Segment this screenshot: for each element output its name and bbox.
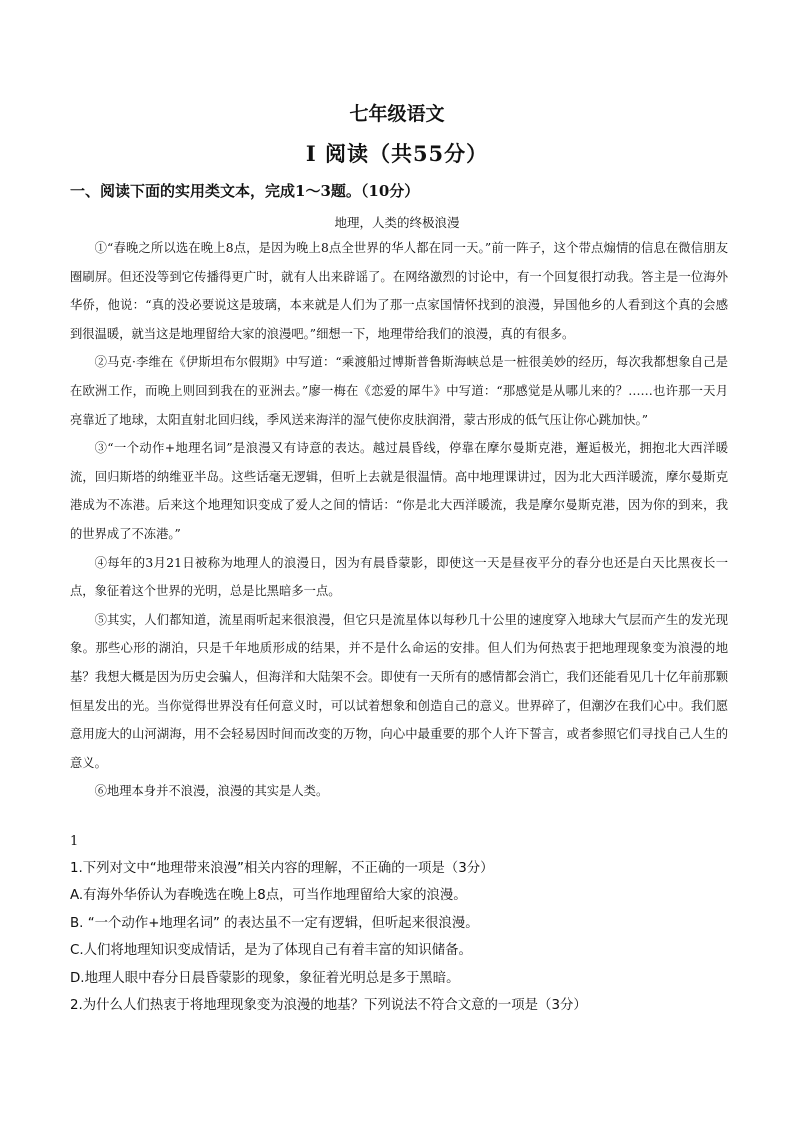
article-paragraph: ①“春晚之所以选在晚上8点，是因为晚上8点全世界的华人都在同一天。”前一阵子，这个带点煽情的信息在微信朋友圈刷屏。但还没等到它传播得更广时，就有人出来辟谣了。在网络激烈的讨论中，有一个回复很打动我。答主是一位海外华侨，他说：“真的没必要说这是玻璃，本来就是人们为了那一点家国情怀找到的浪漫，异国他乡的人看到这个真的会感到很温暖，就当这是地理留给大家的浪漫吧。”细想一下，地理带给我们的浪漫，真的有很多。 — [70, 241, 728, 341]
article-paragraph: ⑤其实，人们都知道，流星雨听起来很浪漫，但它只是流星体以每秒几十公里的速度穿入地球大气层而产生的发光现象。那些心形的湖泊，只是千年地质形成的结果，并不是什么命运的安排。但人们为何热衷于把地理现象变为浪漫的地基？我想大概是因为历史会骗人，但海洋和大陆架不会。即使有一天所有的感情都会消亡，我们还能看见几十亿年前那颗恒星发出的光。当你觉得世界没有任何意义时，可以试着想象和创造自己的意义。世界碎了，但潮汐在我们心中。我们愿意用庞大的山河湖海，用不会轻易因时间而改变的万物，向心中最重要的那个人许下誓言，或者参照它们寻找自己人生的意义。 — [70, 612, 728, 770]
question-group-number: 1 — [70, 834, 79, 849]
question-2-stem: 2.为什么人们热衷于将地理现象变为浪漫的地基？下列说法不符合文意的一项是（3分） — [70, 998, 587, 1014]
article-paragraph: ⑥地理本身并不浪漫，浪漫的其实是人类。 — [94, 784, 329, 799]
article-paragraph: ③“一个动作+地理名词”是浪漫又有诗意的表达。越过晨昏线，停靠在摩尔曼斯克港，邂逅极光，拥抱北大西洋暖流，回归斯塔的纳维亚半岛。这些话毫无逻辑，但听上去就是很温情。高中地理课讲过，因为北大西洋暖流，摩尔曼斯克港成为不冻港。后来这个地理知识变成了爱人之间的情话：“你是北大西洋暖流，我是摩尔曼斯克港，因为你的到来，我的世界成了不冻港。” — [70, 441, 728, 541]
article-title: 地理，人类的终极浪漫 — [334, 215, 460, 230]
article-paragraph: ②马克·李维在《伊斯坦布尔假期》中写道：“乘渡船过博斯普鲁斯海峡总是一桩很美妙的经历，每次我都想象自己是在欧洲工作，而晚上则回到我在的亚洲去。”廖一梅在《恋爱的犀牛》中写道：“那感觉是从哪儿来的？……也许那一天月亮靠近了地球，太阳直射北回归线，季风送来海洋的湿气使你皮肤润滑，蒙古形成的低气压让你心跳加快。” — [70, 355, 728, 427]
question-1-stem: 1.下列对文中“地理带来浪漫”相关内容的理解，不正确的一项是（3分） — [70, 861, 494, 876]
question-1-option-a: A.有海外华侨认为春晚选在晚上8点，可当作地理留给大家的浪漫。 — [70, 888, 467, 904]
article-body — [70, 234, 728, 806]
question-1-option-c: C.人们将地理知识变成情话，是为了体现自己有着丰富的知识储备。 — [70, 943, 472, 959]
part-heading: Ⅰ 阅读（共55分） — [305, 141, 489, 166]
question-1-option-d: D.地理人眼中春分日晨昏蒙影的现象，象征着光明总是多于黑暗。 — [70, 970, 460, 986]
document-title: 七年级语文 — [349, 103, 445, 125]
article-paragraph: ④每年的3月21日被称为地理人的浪漫日，因为有晨昏蒙影，即使这一天是昼夜平分的春分也还是白天比黑夜长一点，象征着这个世界的光明，总是比黑暗多一点。 — [70, 555, 728, 599]
section-heading: 一、阅读下面的实用类文本，完成1～3题。（10分） — [70, 182, 420, 200]
question-list — [70, 855, 750, 1019]
question-1-option-b: B. “一个动作+地理名词” 的表达虽不一定有逻辑，但听起来很浪漫。 — [70, 915, 479, 931]
